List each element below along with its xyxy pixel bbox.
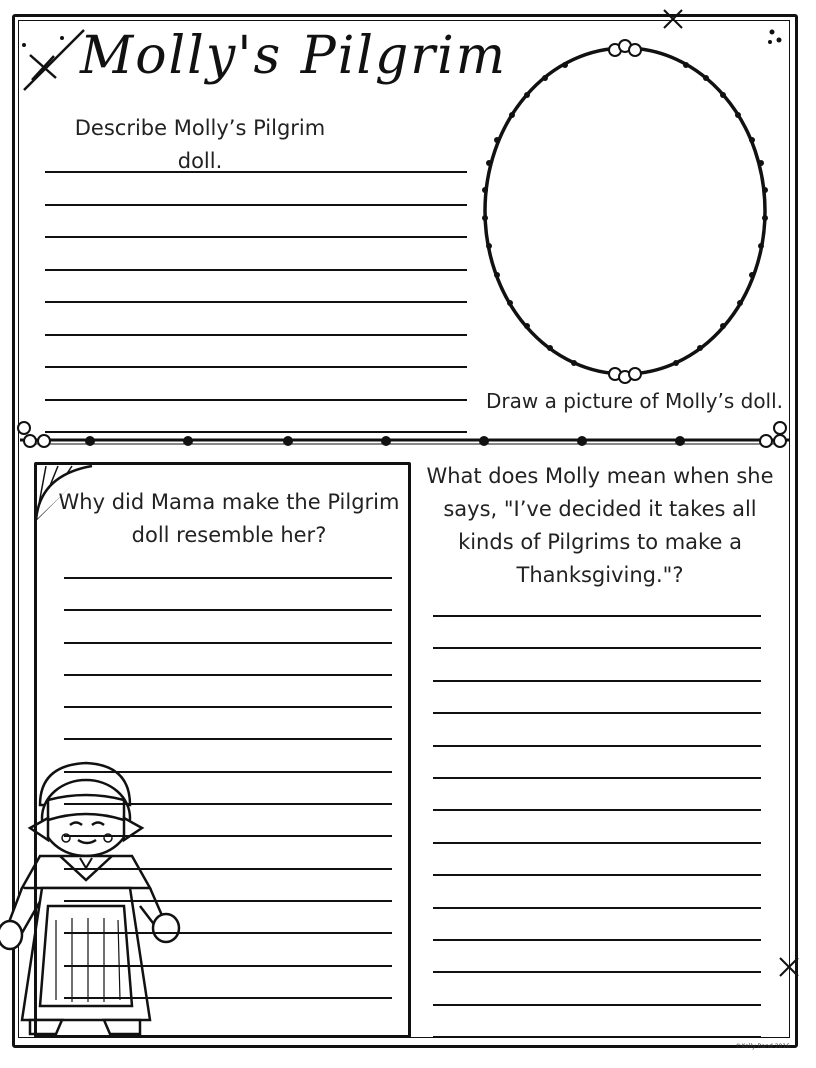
writing-line[interactable] — [64, 900, 392, 902]
writing-line[interactable] — [64, 706, 392, 708]
writing-line[interactable] — [45, 236, 467, 238]
writing-line[interactable] — [433, 939, 761, 941]
writing-line[interactable] — [433, 712, 761, 714]
writing-line[interactable] — [45, 366, 467, 368]
writing-line[interactable] — [64, 932, 392, 934]
writing-line[interactable] — [433, 1004, 761, 1006]
writing-line[interactable] — [45, 269, 467, 271]
resemble-writing-lines[interactable] — [64, 577, 392, 1029]
writing-line[interactable] — [64, 997, 392, 999]
writing-line[interactable] — [433, 874, 761, 876]
writing-line[interactable] — [64, 674, 392, 676]
resemble-prompt: Why did Mama make the Pilgrim doll resemble her? — [58, 490, 400, 547]
writing-line[interactable] — [64, 738, 392, 740]
writing-line[interactable] — [433, 1036, 761, 1038]
writing-line[interactable] — [64, 577, 392, 579]
writing-line[interactable] — [433, 809, 761, 811]
writing-line[interactable] — [64, 835, 392, 837]
describe-writing-lines[interactable] — [45, 171, 467, 464]
writing-line[interactable] — [64, 609, 392, 611]
draw-caption: Draw a picture of Molly’s doll. — [486, 389, 784, 413]
writing-line[interactable] — [45, 431, 467, 433]
describe-prompt: Describe Molly’s Pilgrim doll. — [74, 116, 326, 173]
writing-line[interactable] — [64, 771, 392, 773]
writing-line[interactable] — [45, 204, 467, 206]
writing-line[interactable] — [45, 301, 467, 303]
writing-line[interactable] — [433, 615, 761, 617]
writing-line[interactable] — [45, 334, 467, 336]
sparkle-icon — [780, 958, 798, 976]
sparkle-icon — [24, 30, 84, 90]
meaning-prompt: What does Molly mean when she says, "I’ve decided it takes all kinds of Pilgrims to make a Thanksgiving."? — [426, 464, 774, 587]
writing-line[interactable] — [45, 171, 467, 173]
writing-line[interactable] — [64, 965, 392, 967]
writing-line[interactable] — [64, 642, 392, 644]
writing-line[interactable] — [433, 842, 761, 844]
drawing-area[interactable] — [500, 60, 750, 360]
sparkle-icon — [664, 10, 682, 28]
writing-line[interactable] — [64, 868, 392, 870]
writing-line[interactable] — [433, 745, 761, 747]
copyright-text: ©Kelly Rand 2016 — [735, 1043, 790, 1050]
writing-line[interactable] — [64, 803, 392, 805]
worksheet-title: Molly's Pilgrim — [80, 26, 508, 86]
writing-line[interactable] — [433, 680, 761, 682]
meaning-writing-lines[interactable] — [433, 615, 761, 1068]
writing-line[interactable] — [433, 971, 761, 973]
writing-line[interactable] — [433, 907, 761, 909]
writing-line[interactable] — [433, 647, 761, 649]
writing-line[interactable] — [433, 777, 761, 779]
writing-line[interactable] — [45, 399, 467, 401]
